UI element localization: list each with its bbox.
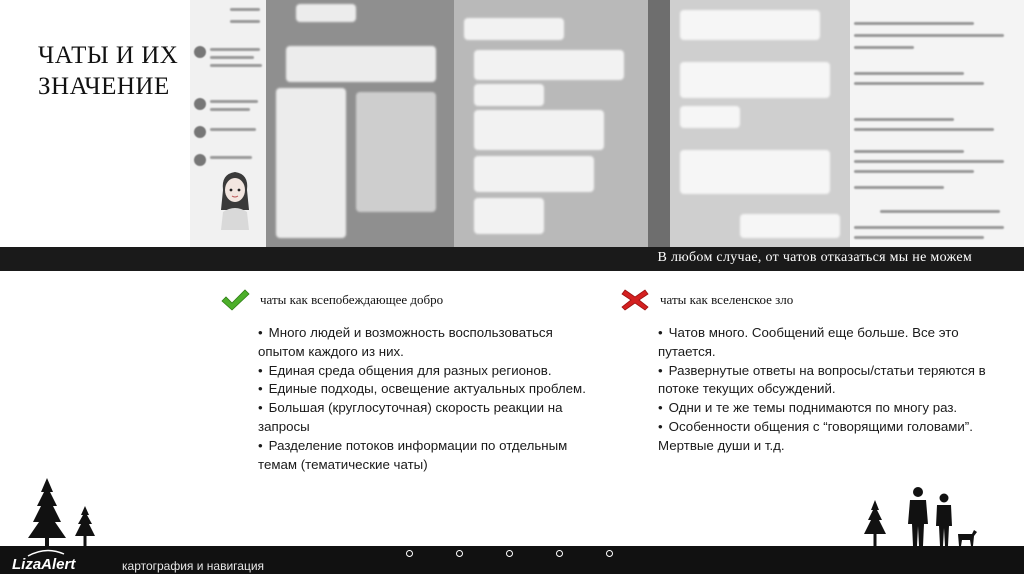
pine-tree-icon — [26, 478, 68, 550]
red-cross-icon — [620, 288, 650, 312]
list-item: • Развернутые ответы на вопросы/статьи теряются в потоке текущих обсуждений. — [658, 362, 986, 397]
pros-column — [220, 288, 600, 474]
slide-dot — [556, 550, 563, 557]
pros-list — [258, 324, 600, 474]
walkers-silhouette — [860, 486, 980, 548]
liza-alert-logo: LizaAlert — [12, 556, 76, 573]
list-item: • Одни и те же темы поднимаются по многу раз. — [658, 400, 958, 416]
list-item: • Единая среда общения для разных регионов. — [258, 362, 552, 378]
chat-panel — [670, 0, 850, 247]
footer-tagline: картография и навигация — [122, 559, 265, 573]
footer — [0, 546, 1024, 574]
slide-dot — [456, 550, 463, 557]
list-item: • Единые подходы, освещение актуальных проблем. — [258, 381, 586, 397]
pine-tree-icon — [72, 506, 98, 550]
cons-heading: чаты как вселенское зло — [660, 292, 794, 307]
cons-list — [658, 324, 990, 456]
green-check-icon — [220, 288, 250, 312]
list-item: • Разделение потоков информации по отдельным темам (тематические чаты) — [258, 437, 568, 472]
chat-screenshots-collage — [190, 0, 1024, 247]
chat-panel — [266, 0, 454, 247]
list-item: • Много людей и возможность воспользоваться опытом каждого из них. — [258, 325, 553, 359]
cons-header — [620, 288, 990, 312]
list-item: • Особенности общения с “говорящими головами”. Мертвые души и т.д. — [658, 418, 973, 453]
cons-column — [620, 288, 990, 456]
slide-dot — [406, 550, 413, 557]
pros-heading: чаты как всепобеждающее добро — [260, 292, 444, 307]
slide-title: ЧАТЫ И ИХ ЗНАЧЕНИЕ — [38, 42, 179, 100]
slide-dot — [506, 550, 513, 557]
chat-panel — [454, 0, 648, 247]
chat-panel — [648, 0, 670, 247]
chat-panel — [850, 0, 1024, 247]
list-item: • Большая (круглосуточная) скорость реакции на запросы — [258, 400, 563, 434]
pros-header — [220, 288, 600, 312]
slide-dot — [606, 550, 613, 557]
girl-illustration — [215, 168, 255, 230]
banner — [0, 247, 1024, 271]
list-item: • Чатов много. Сообщений еще больше. Все это путается. — [658, 325, 959, 359]
banner-text: В любом случае, от чатов отказаться мы не можем — [657, 250, 972, 265]
